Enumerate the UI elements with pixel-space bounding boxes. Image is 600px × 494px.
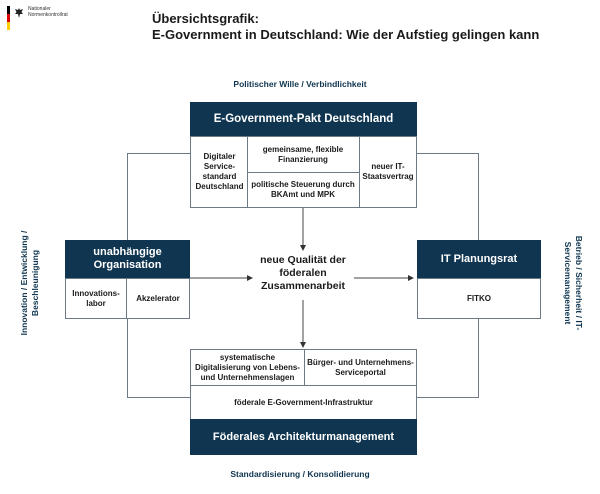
cell-innovation-lab: Innovations-labor — [72, 288, 120, 308]
connector-bottom-left — [127, 397, 190, 398]
cell-financing: gemeinsame, flexible Finanzierung — [262, 145, 344, 164]
bottom-block-body — [190, 349, 417, 420]
left-block-body — [65, 278, 190, 319]
top-block-header: E-Government-Pakt Deutschland — [190, 102, 417, 136]
organization-name — [28, 6, 88, 18]
left-block-divider — [126, 279, 127, 318]
cell-digital-service-standard: Digitaler Service-standard Deutschland — [195, 152, 244, 191]
cell-federal-infrastructure: föderale E-Government-Infrastruktur — [234, 397, 373, 407]
page-title — [152, 11, 539, 43]
cell-service-portal: Bürger- und Unternehmens-Serviceportal — [307, 357, 414, 377]
title-line-1: Übersichtsgrafik: — [152, 11, 259, 26]
top-block-body — [190, 136, 417, 208]
right-block-body — [417, 278, 541, 319]
cell-it-treaty: neuer IT-Staatsvertrag — [362, 162, 414, 181]
top-block-divider-mid — [247, 172, 359, 173]
connector-left-lower — [127, 318, 128, 397]
connector-left-upper — [127, 153, 128, 240]
cell-accelerator: Akzelerator — [136, 293, 180, 303]
cell-political-steering: politische Steuerung durch BKAmt und MPK — [251, 180, 355, 199]
connector-right-lower — [478, 318, 479, 397]
cell-systematic-digitalisation: systematische Digitalisierung von Lebens- und Unternehmenslagen — [195, 352, 300, 382]
connector-top-right — [417, 153, 479, 154]
cell-fitko: FITKO — [467, 293, 491, 303]
bottom-block-divider-vertical — [304, 350, 305, 385]
org-line-2: Normenkontrollrat — [28, 12, 68, 18]
org-line-1: Nationaler — [28, 6, 51, 12]
connector-top-left — [127, 153, 190, 154]
logo — [7, 6, 88, 30]
axis-right-label: Betrieb / Sicherheit / IT-Servicemanagement — [563, 235, 584, 331]
flag-icon — [7, 6, 10, 30]
bottom-block-header: Föderales Architekturmanagement — [190, 419, 417, 455]
eagle-icon — [14, 7, 24, 19]
left-block-header: unabhängige Organisation — [65, 240, 190, 278]
connector-right-upper — [478, 153, 479, 240]
right-block-header: IT Planungsrat — [417, 240, 541, 278]
center-text: neue Qualität der föderalen Zusammenarbeit — [260, 254, 346, 292]
top-block-divider-right — [359, 137, 360, 207]
axis-left-label: Innovation / Entwicklung / Beschleunigung — [19, 230, 40, 336]
axis-top-label: Politischer Wille / Verbindlichkeit — [233, 79, 367, 89]
connector-bottom-right — [417, 397, 479, 398]
title-line-2: E-Government in Deutschland: Wie der Aufstieg gelingen kann — [152, 27, 540, 42]
axis-bottom-label: Standardisierung / Konsolidierung — [230, 469, 370, 479]
